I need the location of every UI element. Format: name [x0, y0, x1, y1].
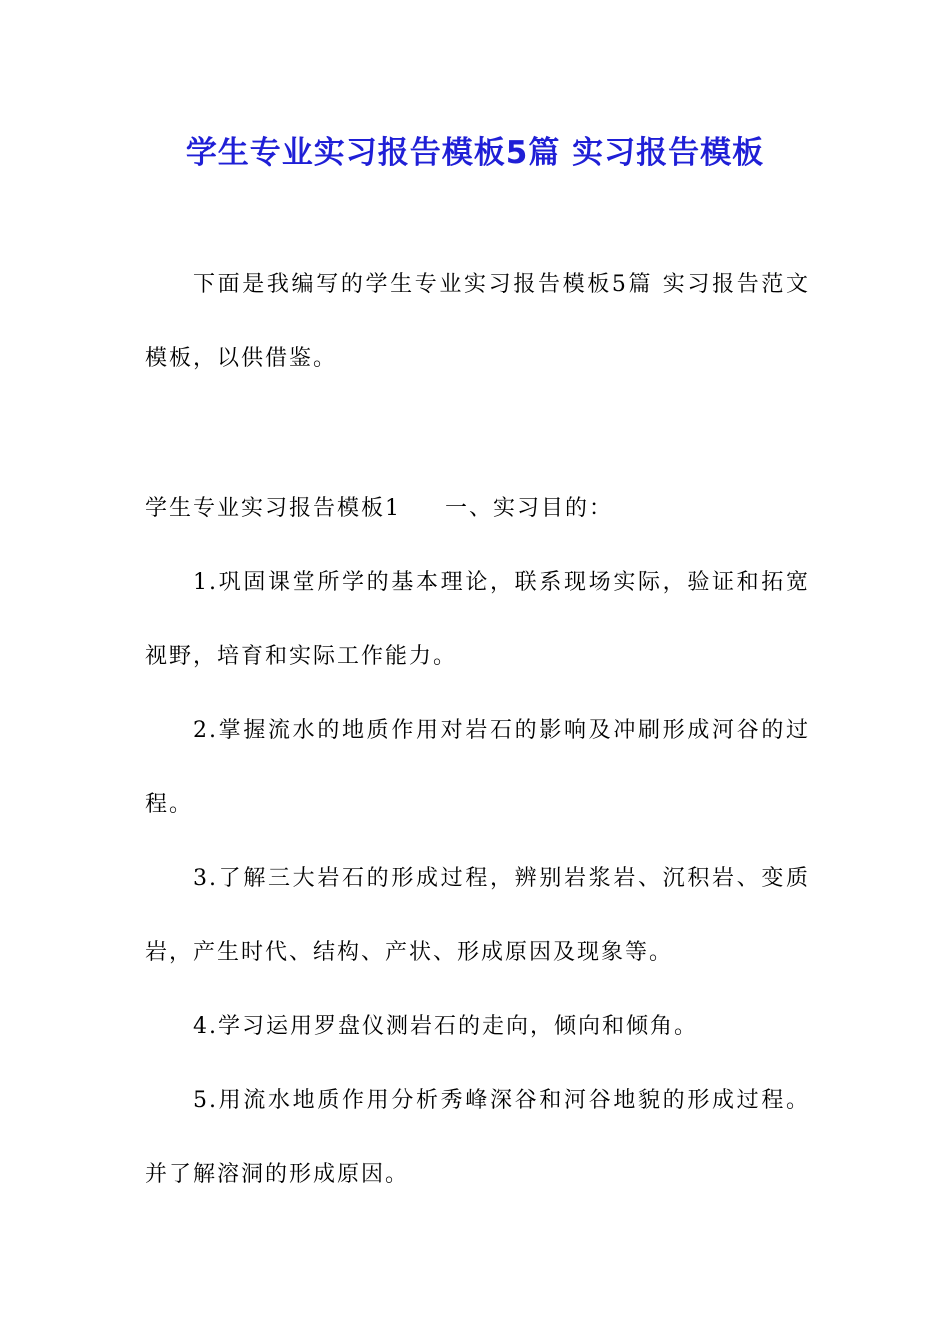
list-item: 4.学习运用罗盘仪测岩石的走向，倾向和倾角。 — [193, 1014, 698, 1039]
section-heading: 学生专业实习报告模板1 — [145, 496, 401, 521]
intro-paragraph: 下面是我编写的学生专业实习报告模板5篇 实习报告范文模板，以供借鉴。 — [145, 272, 810, 371]
section-subheading: 一、实习目的： — [445, 496, 614, 521]
section-heading-line — [145, 472, 810, 546]
list-item: 1.巩固课堂所学的基本理论，联系现场实际，验证和拓宽视野，培育和实际工作能力。 — [145, 570, 810, 669]
document-title: 学生专业实习报告模板5篇 实习报告模板 — [185, 135, 765, 171]
list-item: 3.了解三大岩石的形成过程，辨别岩浆岩、沉积岩、变质岩，产生时代、结构、产状、形成原因及现象等。 — [145, 866, 810, 965]
intro-block — [145, 248, 810, 396]
list-item: 2.掌握流水的地质作用对岩石的影响及冲刷形成河谷的过程。 — [145, 718, 810, 817]
list-item: 5.用流水地质作用分析秀峰深谷和河谷地貌的形成过程。并了解溶洞的形成原因。 — [145, 1088, 810, 1187]
section-block — [145, 472, 810, 1212]
